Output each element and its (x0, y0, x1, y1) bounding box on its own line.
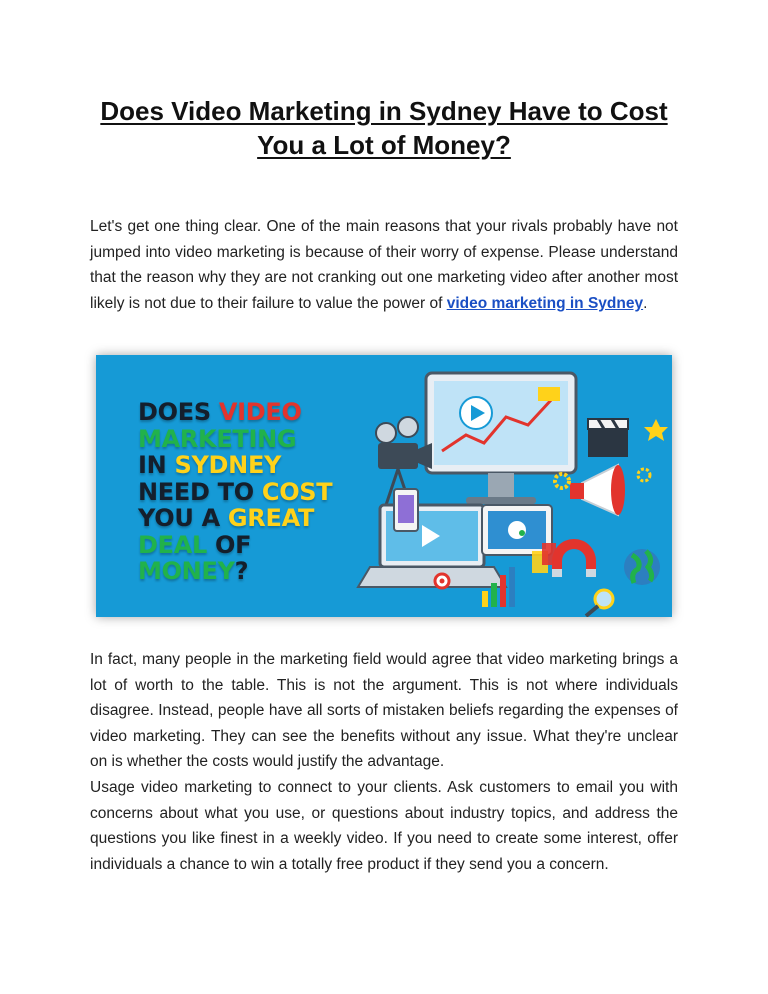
hero-word-need-to: NEED TO (138, 477, 262, 506)
clapperboard-icon (588, 419, 628, 457)
hero-word-does: DOES (138, 398, 219, 426)
paragraph-3: Usage video marketing to connect to your clients. Ask customers to email you with concerns about what you use, or questions about industry topics, and address the questions you like finest in a weekly video. If you need to create some interest, offer individuals a chance to win a totally free product if they send you a concern. (90, 779, 678, 873)
page-title (90, 94, 678, 162)
intro-paragraph (90, 214, 678, 316)
intro-text-end: . (643, 294, 648, 312)
hero-word-video: VIDEO (218, 398, 302, 426)
smartphone-icon (394, 489, 418, 531)
target-icon (435, 574, 449, 588)
hero-word-great: GREAT (227, 504, 315, 532)
hero-word-in: IN (138, 451, 175, 479)
hero-word-of: OF (215, 530, 252, 559)
hero-word-deal: DEAL (138, 530, 216, 559)
play-icon (460, 397, 492, 429)
title-line-2: You a Lot of Money? (257, 130, 511, 160)
magnifier-icon (586, 590, 613, 616)
marketing-illustration (356, 355, 672, 617)
video-marketing-link[interactable]: video marketing in Sydney (446, 294, 644, 312)
hero-word-question: ? (234, 557, 249, 585)
monitor-icon (426, 373, 576, 504)
megaphone-icon (570, 465, 625, 515)
tablet-icon (482, 505, 552, 555)
hero-word-sydney: SYDNEY (174, 451, 282, 479)
magnet-icon (552, 539, 596, 577)
hero-word-cost: COST (261, 477, 333, 506)
paragraph-2: In fact, many people in the marketing field would agree that video marketing brings a lot of worth to the table. This is not the argument. This is not where individuals disagree. Instead, people have all sorts of mistaken beliefs regarding the expenses of video marketing. They can see the benefits without any issue. What they're unclear on is whether the costs would justify the advantage. (90, 651, 678, 771)
hero-word-money: MONEY (138, 557, 235, 585)
globe-icon (624, 549, 660, 585)
intro-text: Let's get one thing clear. One of the main reasons that your rivals probably have not jumped into video marketing is because of their worry of expense. Please understand that the reason why they are not cranking out one marketing video after another most likely is not due to their failure to value the power of (90, 218, 678, 312)
hero-image (96, 355, 672, 617)
hero-headline (138, 399, 332, 585)
title-line-1: Does Video Marketing in Sydney Have to Cost (100, 96, 668, 126)
hero-word-marketing: MARKETING (138, 424, 297, 453)
hero-word-you-a: YOU A (138, 504, 228, 532)
